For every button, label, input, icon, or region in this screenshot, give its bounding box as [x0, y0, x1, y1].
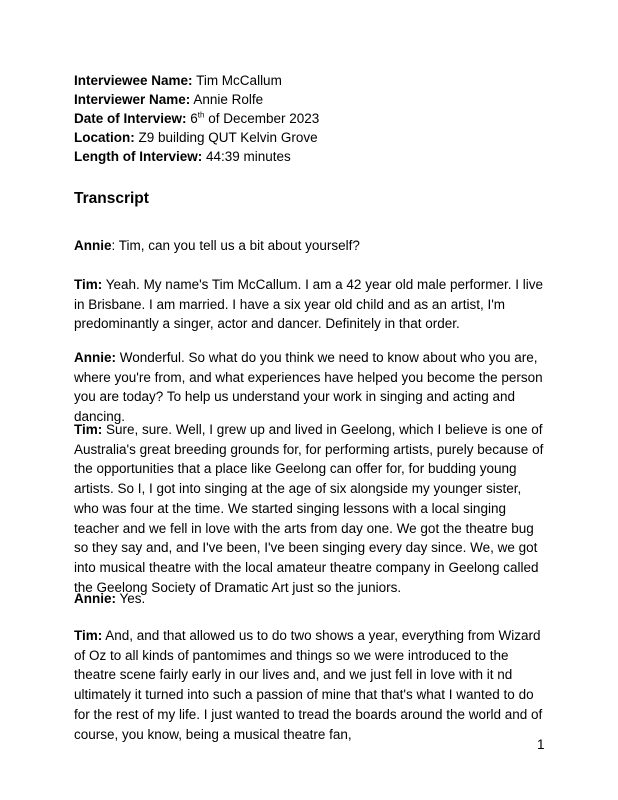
length-line [74, 147, 319, 166]
date-line [74, 109, 319, 128]
paragraph-text: Wonderful. So what do you think we need to know about who you are, where you're from, and what experiences have helped you become the person you are today? To help us understand your work in singing and acting and dancing. [74, 350, 543, 425]
length-label: Length of Interview: [74, 149, 203, 164]
interview-metadata [74, 71, 319, 166]
speaker-name: Tim: [74, 422, 103, 437]
date-suffix: th [197, 110, 205, 120]
transcript-paragraph [74, 348, 549, 427]
date-day: 6 [186, 111, 198, 126]
speaker-separator: : [111, 238, 116, 253]
transcript-paragraph [74, 420, 549, 597]
date-rest: of December 2023 [204, 111, 320, 126]
paragraph-text: Sure, sure. Well, I grew up and lived in Geelong, which I believe is one of Australia's great breeding grounds for, for performing artists, purely because of the opportunities that a place like Geelong can offer for, for budding young artists. So I, I got into singing at the age of six alongside my younger sister, who was four at the time. We started singing lessons with a local singing teacher and we fell in love with the arts from day one. We got the theatre bug so they say and, and I've been, I've been singing every day since. We, we got into musical theatre with the local amateur theatre company in Geelong called the Geelong Society of Dramatic Art just so the juniors. [74, 422, 544, 595]
location-line [74, 128, 319, 147]
transcript-paragraph [74, 626, 549, 744]
paragraph-text: Yeah. My name's Tim McCallum. I am a 42 year old male performer. I live in Brisbane. I am married. I have a six year old child and as an artist, I'm predominantly a singer, actor and dancer. Definitely in that order. [74, 277, 544, 332]
page-number: 1 [537, 737, 545, 752]
interviewee-line [74, 71, 319, 90]
speaker-name: Tim: [74, 277, 103, 292]
speaker-name: Annie [74, 238, 112, 253]
paragraph-text: Tim, can you tell us a bit about yourself? [115, 238, 360, 253]
length-value: 44:39 minutes [202, 149, 291, 164]
transcript-paragraph [74, 589, 549, 609]
speaker-name: Annie: [74, 591, 116, 606]
date-label: Date of Interview: [74, 111, 187, 126]
interviewee-value: Tim McCallum [192, 73, 282, 88]
transcript-paragraph [74, 275, 549, 334]
transcript-heading: Transcript [74, 190, 149, 207]
interviewer-label: Interviewer Name: [74, 92, 191, 107]
paragraph-text: And, and that allowed us to do two shows a year, everything from Wizard of Oz to all kinds of pantomimes and things so we were introduced to the theatre scene fairly early in our lives and, and we just fell in love with it nd ultimately it turned into such a passion of mine that that's what I wanted to do for the rest of my life. I just wanted to tread the boards around the world and of course, you know, being a musical theatre fan, [74, 628, 543, 742]
speaker-name: Tim: [74, 628, 103, 643]
interviewee-label: Interviewee Name: [74, 73, 193, 88]
location-value: Z9 building QUT Kelvin Grove [134, 130, 318, 145]
transcript-paragraph [74, 236, 549, 256]
interviewer-value: Annie Rolfe [190, 92, 264, 107]
speaker-name: Annie: [74, 350, 116, 365]
paragraph-text: Yes. [116, 591, 146, 606]
interviewer-line [74, 90, 319, 109]
location-label: Location: [74, 130, 135, 145]
